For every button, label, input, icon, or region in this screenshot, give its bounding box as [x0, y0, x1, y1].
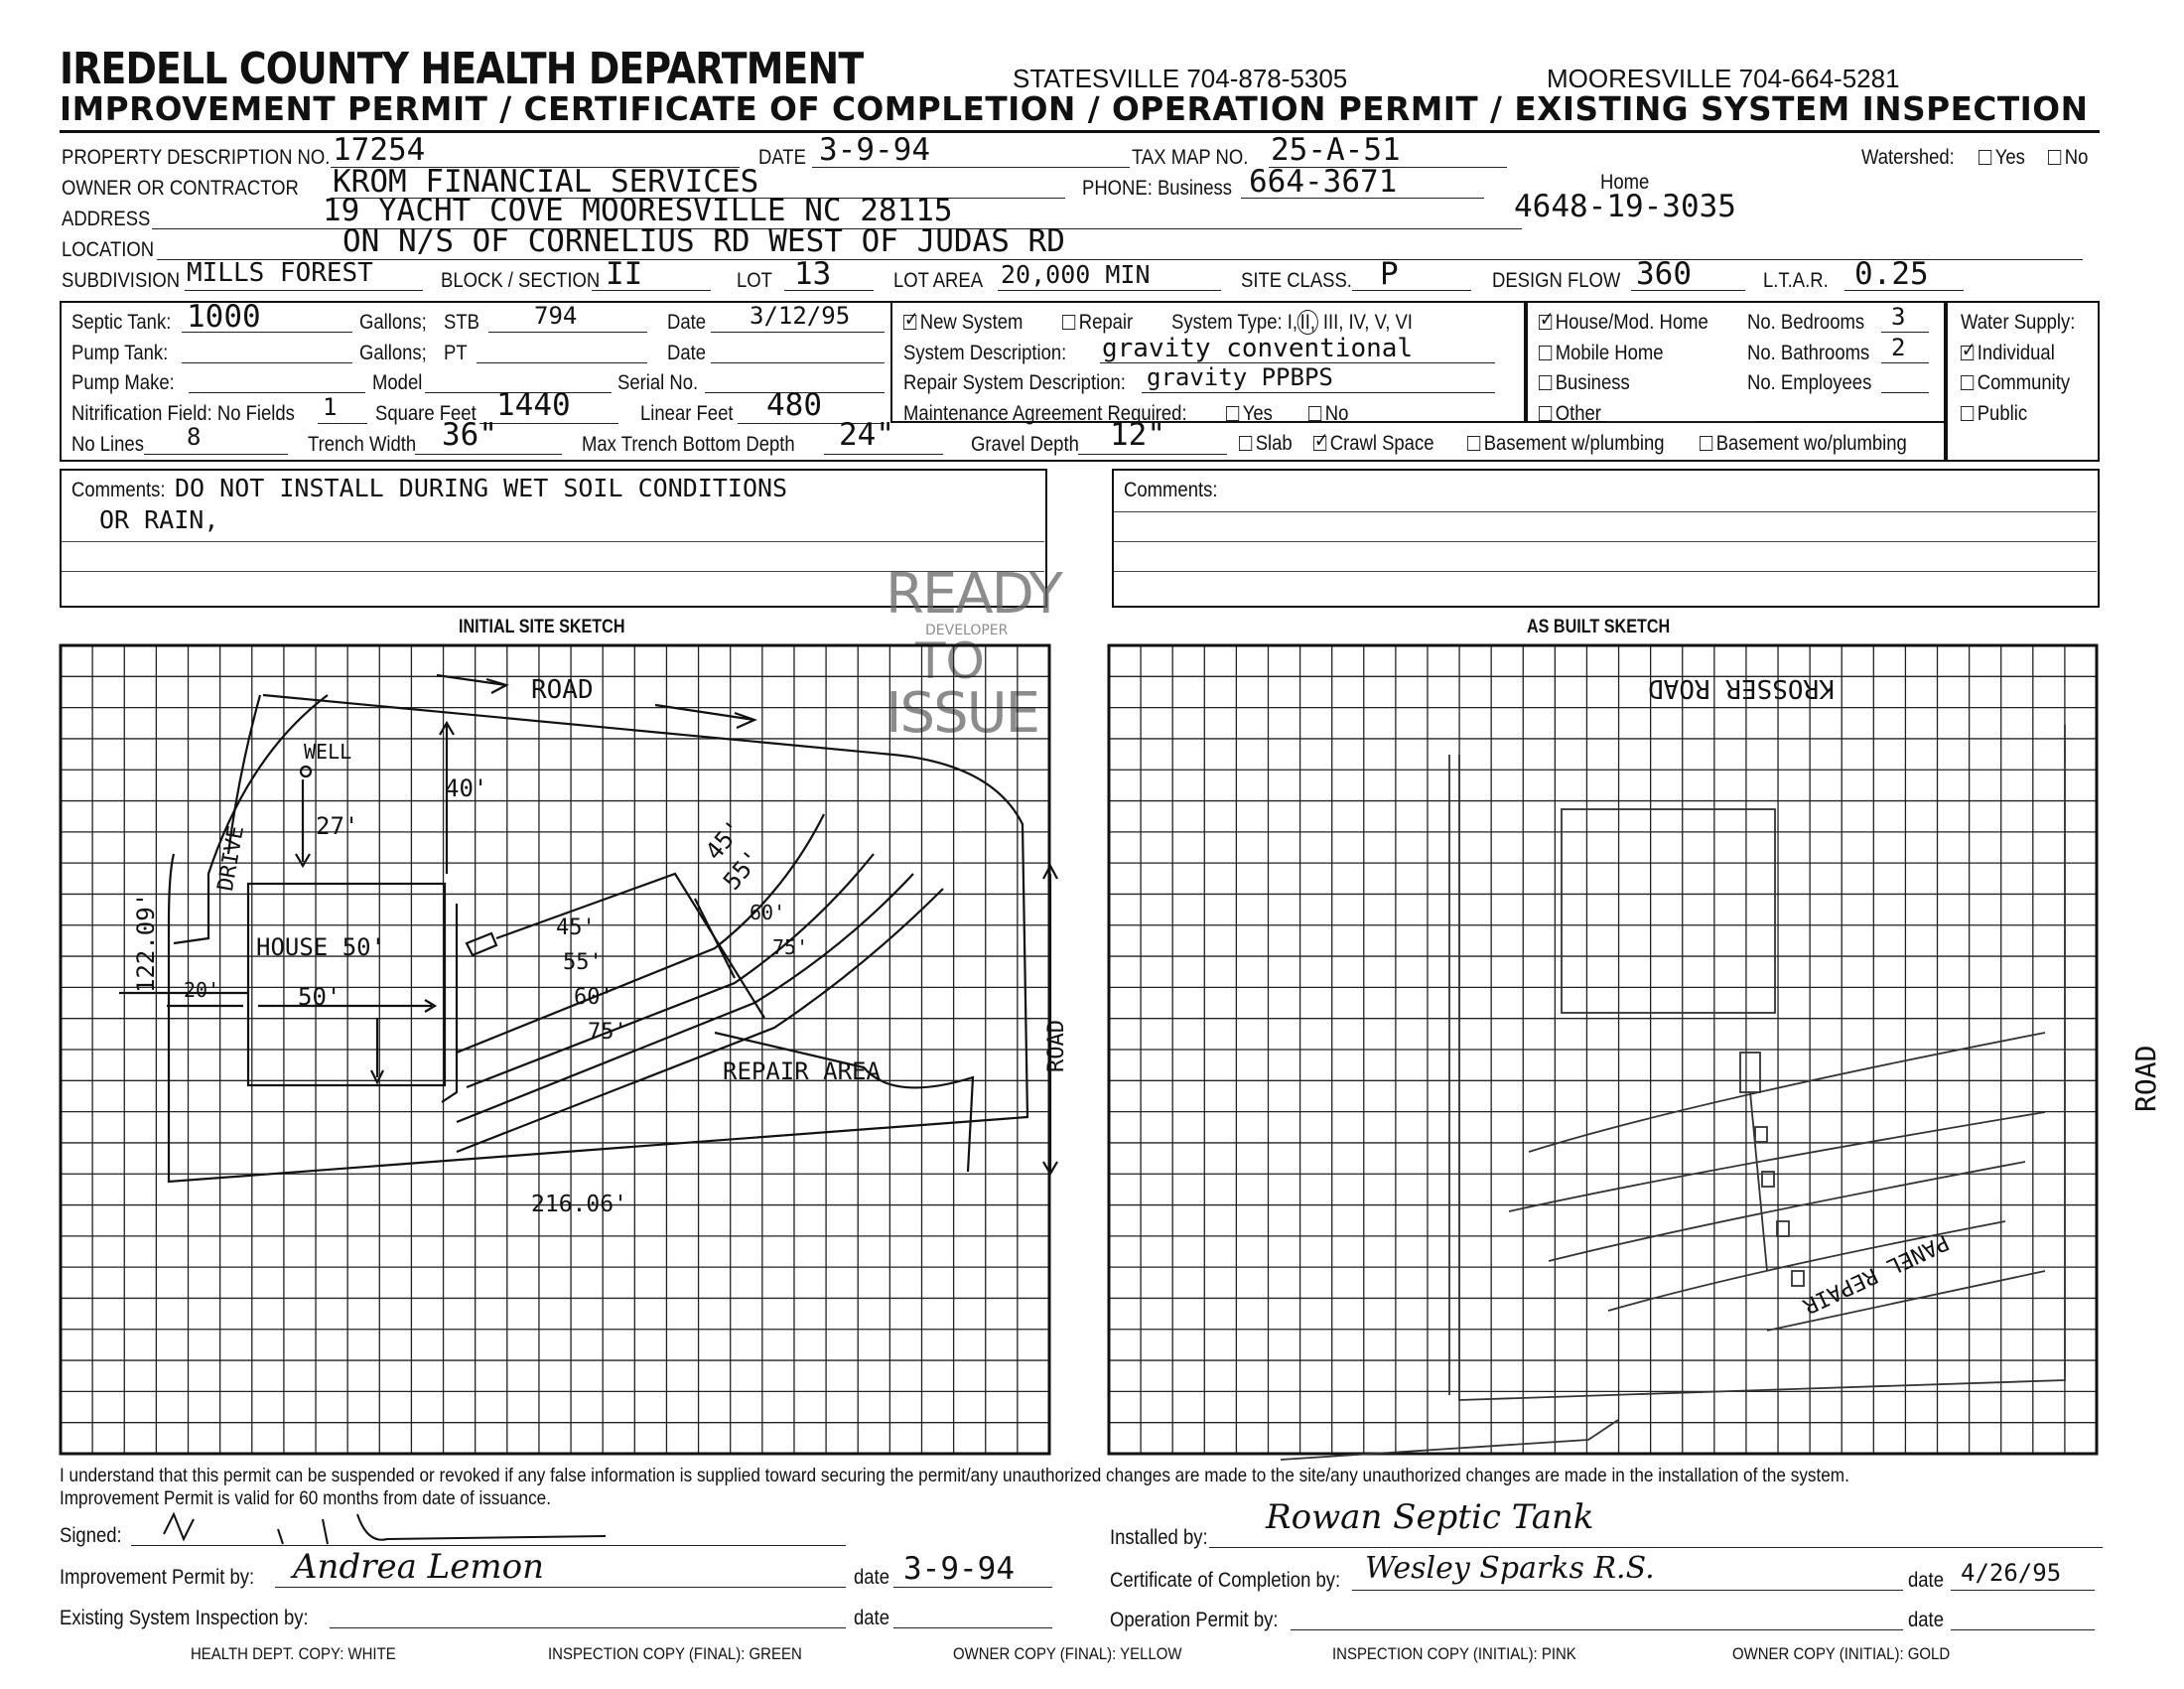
repair-system[interactable]: Repair: [1062, 311, 1133, 335]
location-label: LOCATION: [62, 238, 155, 261]
sketch-drive: DRIVE: [213, 823, 250, 894]
phone-business-label: PHONE: Business: [1082, 177, 1232, 200]
mooresville-phone: MOORESVILLE 704-664-5281: [1547, 64, 1900, 93]
basement-plumbing[interactable]: Basement w/plumbing: [1467, 432, 1665, 456]
operation-date-label: date: [1908, 1609, 1944, 1631]
comments-label-right: Comments:: [1124, 479, 1218, 501]
bathrooms-value: 2: [1891, 334, 1906, 361]
nitrification-label: Nitrification Field: No Fields: [71, 402, 295, 425]
copy-yellow: OWNER COPY (FINAL): YELLOW: [953, 1644, 1182, 1663]
location-value: ON N/S OF CORNELIUS RD WEST OF JUDAS RD: [342, 223, 1065, 259]
watershed-no[interactable]: No: [2048, 146, 2088, 170]
sketch-27: 27': [316, 812, 359, 840]
house-mod-home[interactable]: ✓House/Mod. Home: [1539, 311, 1708, 335]
employees-label: No. Employees: [1747, 371, 1872, 394]
watershed-yes[interactable]: Yes: [1979, 146, 2025, 170]
sketch-55a: 55': [563, 950, 603, 975]
tax-map-label: TAX MAP NO.: [1132, 146, 1249, 169]
subdivision-label: SUBDIVISION: [62, 269, 181, 292]
system-description-label: System Description:: [903, 342, 1067, 364]
improvement-date-label: date: [854, 1566, 889, 1589]
existing-system-label: Existing System Inspection by:: [60, 1607, 309, 1629]
sketch-55b: 55': [718, 844, 767, 896]
water-public[interactable]: Public: [1961, 402, 2027, 426]
comments-label: Comments:: [71, 479, 166, 501]
sketch-216: 216.06': [531, 1192, 627, 1217]
max-depth-value: 24": [839, 417, 894, 453]
trench-width-label: Trench Width: [308, 433, 417, 456]
phone-home-value: 4648-19-3035: [1514, 189, 1736, 224]
property-no-value: 17254: [333, 132, 426, 168]
as-built-sketch-title: AS BUILT SKETCH: [1527, 617, 1671, 637]
bedrooms-value: 3: [1891, 303, 1906, 331]
improvement-permit-signature: Andrea Lemon: [293, 1547, 544, 1587]
maintenance-yes[interactable]: Yes: [1226, 402, 1273, 426]
water-community[interactable]: Community: [1961, 371, 2070, 395]
certificate-signature: Wesley Sparks R.S.: [1365, 1551, 1655, 1586]
gallons-label: Gallons;: [359, 311, 427, 334]
repair-description-value: gravity PPBPS: [1147, 363, 1333, 391]
operation-permit-label: Operation Permit by:: [1110, 1609, 1279, 1631]
maintenance-no[interactable]: No: [1308, 402, 1348, 426]
square-feet-label: Square Feet: [375, 402, 477, 425]
installer-signature: Rowan Septic Tank: [1266, 1497, 1594, 1537]
comments-line1: DO NOT INSTALL DURING WET SOIL CONDITIONS: [175, 474, 788, 502]
stb-date-value: 3/12/95: [750, 302, 851, 330]
address-value: 19 YACHT COVE MOORESVILLE NC 28115: [323, 193, 953, 228]
gravel-depth-label: Gravel Depth: [971, 433, 1079, 456]
sketch-60b: 60': [750, 901, 786, 924]
lot-value: 13: [794, 256, 832, 292]
square-feet-value: 1440: [496, 387, 571, 423]
mobile-home[interactable]: Mobile Home: [1539, 342, 1664, 365]
sketch-road-top: ROAD: [531, 675, 594, 705]
owner-value: KROM FINANCIAL SERVICES: [333, 164, 759, 200]
date-label: DATE: [758, 146, 806, 169]
owner-label: OWNER OR CONTRACTOR: [62, 177, 299, 200]
serial-label: Serial No.: [617, 371, 699, 394]
trench-width-value: 36": [442, 417, 497, 453]
new-system[interactable]: ✓New System: [903, 311, 1023, 335]
sketch-50: 50': [298, 983, 341, 1011]
block-value: II: [606, 256, 643, 292]
ltar-label: L.T.A.R.: [1763, 269, 1829, 292]
copy-white: HEALTH DEPT. COPY: WHITE: [191, 1644, 396, 1663]
sketch-house: HOUSE 50': [256, 933, 386, 961]
business[interactable]: Business: [1539, 371, 1630, 395]
initial-sketch-title: INITIAL SITE SKETCH: [459, 617, 625, 637]
stb-value: 794: [534, 302, 578, 330]
copy-pink: INSPECTION COPY (INITIAL): PINK: [1332, 1644, 1576, 1663]
bathrooms-label: No. Bathrooms: [1747, 342, 1870, 364]
form-subtitle: IMPROVEMENT PERMIT / CERTIFICATE OF COMPLETION / OPERATION PERMIT / EXISTING SYSTEM INSPECTION: [60, 89, 2089, 128]
tax-map-value: 25-A-51: [1271, 132, 1401, 168]
lot-area-label: LOT AREA: [893, 269, 984, 292]
copy-gold: OWNER COPY (INITIAL): GOLD: [1732, 1644, 1951, 1663]
sketch-122: 122.09': [132, 892, 160, 993]
copy-green: INSPECTION COPY (FINAL): GREEN: [548, 1644, 802, 1663]
site-class-label: SITE CLASS.: [1241, 269, 1352, 292]
certificate-date-label: date: [1908, 1569, 1944, 1592]
pt-date-label: Date: [667, 342, 707, 364]
lot-area-value: 20,000 MIN: [1001, 260, 1151, 289]
sketch-75b: 75': [772, 935, 809, 959]
basement-no-plumbing[interactable]: Basement wo/plumbing: [1700, 432, 1907, 456]
slab[interactable]: Slab: [1239, 432, 1293, 456]
comments-line2: OR RAIN,: [99, 505, 219, 534]
no-fields-value: 1: [323, 393, 338, 421]
ltar-value: 0.25: [1854, 256, 1929, 292]
phone-home-label: Home: [1600, 171, 1650, 194]
as-built-repair: PANEL REPAIR: [1799, 1228, 1953, 1319]
improvement-permit-label: Improvement Permit by:: [60, 1566, 255, 1589]
model-label: Model: [372, 371, 423, 394]
gravel-depth-value: 12": [1110, 417, 1165, 453]
system-type-selected: II,: [1297, 310, 1318, 335]
system-description-value: gravity conventional: [1102, 334, 1414, 363]
site-class-value: P: [1380, 256, 1399, 292]
stb-label: STB: [444, 311, 479, 334]
system-type: System Type: I, II, III, IV, V, VI: [1171, 311, 1413, 334]
no-lines-value: 8: [187, 423, 202, 451]
certificate-date-value: 4/26/95: [1961, 1559, 2062, 1587]
lot-label: LOT: [737, 269, 772, 292]
water-supply-label: Water Supply:: [1961, 311, 2076, 334]
ready-to-issue-stamp: READY DEVELOPER TO ISSUE: [886, 562, 1061, 746]
as-built-road-right: ROAD: [2129, 1045, 2162, 1112]
statesville-phone: STATESVILLE 704-878-5305: [1013, 64, 1348, 93]
certificate-completion-label: Certificate of Completion by:: [1110, 1569, 1341, 1592]
sketch-repair-area: REPAIR AREA: [723, 1057, 881, 1085]
department-title: IREDELL COUNTY HEALTH DEPARTMENT: [60, 44, 864, 94]
sketch-45a: 45': [556, 915, 596, 940]
other[interactable]: Other: [1539, 402, 1601, 426]
sketch-well: WELL: [304, 740, 352, 764]
sketch-40: 40': [445, 774, 488, 802]
date-value: 3-9-94: [819, 132, 930, 168]
certification-text: I understand that this permit can be suspended or revoked if any false information is supplied toward securing the permit/any unauthorized changes are made to the site/any unauthorized changes are made in the installation of the system. Improvement Permit is valid for 60 months from date of issuance.: [60, 1465, 1849, 1509]
max-depth-label: Max Trench Bottom Depth: [582, 433, 795, 456]
address-label: ADDRESS: [62, 208, 151, 230]
maintenance-label: Maintenance Agreement Required:: [903, 402, 1187, 425]
as-built-road-top: KROSSER ROAD: [1648, 673, 1835, 703]
crawl-space[interactable]: ✓ Crawl Space: [1313, 432, 1433, 456]
watershed-label: Watershed:: [1861, 146, 1955, 169]
property-no-label: PROPERTY DESCRIPTION NO.: [62, 146, 331, 169]
design-flow-label: DESIGN FLOW: [1492, 269, 1621, 292]
linear-feet-value: 480: [766, 387, 822, 423]
improvement-date-value: 3-9-94: [903, 1551, 1015, 1587]
repair-description-label: Repair System Description:: [903, 371, 1126, 394]
pump-gallons-label: Gallons;: [359, 342, 427, 364]
sketch-75a: 75': [588, 1020, 627, 1045]
septic-tank-label: Septic Tank:: [71, 311, 172, 334]
existing-date-label: date: [854, 1607, 889, 1629]
no-lines-label: No Lines: [71, 433, 144, 456]
block-label: BLOCK / SECTION: [441, 269, 601, 292]
pump-make-label: Pump Make:: [71, 371, 175, 394]
pump-tank-label: Pump Tank:: [71, 342, 169, 364]
signed-label: Signed:: [60, 1524, 122, 1547]
installed-by-label: Installed by:: [1110, 1526, 1208, 1549]
sketch-20: 20': [184, 978, 220, 1002]
water-individual[interactable]: ✓Individual: [1961, 342, 2055, 365]
sketch-45b: 45': [700, 814, 750, 866]
pt-label: PT: [444, 342, 468, 364]
sketch-road-right: ROAD: [1044, 1020, 1069, 1072]
subdivision-value: MILLS FOREST: [187, 258, 373, 288]
septic-tank-value: 1000: [187, 299, 261, 335]
linear-feet-label: Linear Feet: [640, 402, 734, 425]
design-flow-value: 360: [1636, 256, 1692, 292]
sketch-60a: 60': [574, 985, 614, 1010]
stb-date-label: Date: [667, 311, 707, 334]
phone-business-value: 664-3671: [1249, 164, 1398, 200]
bedrooms-label: No. Bedrooms: [1747, 311, 1865, 334]
as-built-sketch-drawing: [1281, 725, 2065, 1460]
